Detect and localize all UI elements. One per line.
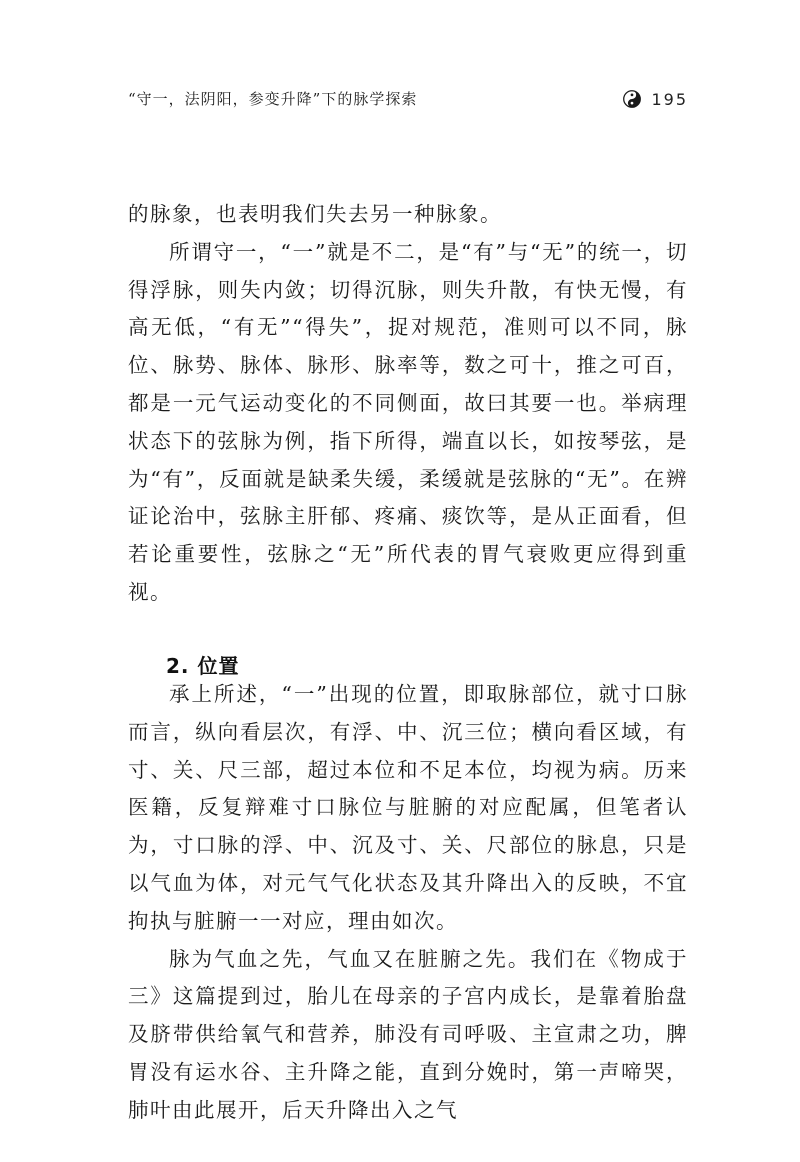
running-header bbox=[128, 86, 688, 112]
paragraph: 承上所述，“一”出现的位置，即取脉部位，就寸口脉而言，纵向看层次，有浮、中、沉三位；横向看区域，有寸、关、尺三部，超过本位和不足本位，均视为病。历来医籍，反复辩难寸口脉位与脏腑的对应配属，但笔者认为，寸口脉的浮、中、沉及寸、关、尺部位的脉息，只是以气血为体，对元气气化状态及其升降出入的反映，不宜拘执与脏腑一一对应，理由如次。 bbox=[128, 682, 688, 933]
paragraph: 所谓守一，“一”就是不二，是“有”与“无”的统一，切得浮脉，则失内敛；切得沉脉，则失升散，有快无慢，有高无低，“有无”“得失”，捉对规范，准则可以不同，脉位、脉势、脉体、脉形、脉率等，数之可十，推之可百，都是一元气运动变化的不同侧面，故曰其要一也。举病理状态下的弦脉为例，指下所得，端直以长，如按琴弦，是为“有”，反面就是缺柔失缓，柔缓就是弦脉的“无”。在辨证论治中，弦脉主肝郁、疼痛、痰饮等，是从正面看，但若论重要性，弦脉之“无”所代表的胃气衰败更应得到重视。 bbox=[128, 239, 688, 604]
paragraph: 脉为气血之先，气血又在脏腑之先。我们在《物成于三》这篇提到过，胎儿在母亲的子宫内成长，是靠着胎盘及脐带供给氧气和营养，肺没有司呼吸、主宣肃之功，脾胃没有运水谷、主升降之能，直到分娩时，第一声啼哭，肺叶由此展开，后天升降出入之气 bbox=[128, 946, 688, 1122]
section-heading: 2. 位置 bbox=[166, 653, 240, 678]
body-text-lower bbox=[128, 676, 688, 1130]
page-number: 195 bbox=[651, 89, 688, 109]
folio bbox=[623, 86, 688, 112]
paragraph-continued: 的脉象，也表明我们失去另一种脉象。 bbox=[128, 202, 502, 226]
body-text-upper bbox=[128, 196, 688, 612]
running-title: “守一，法阴阳，参变升降”下的脉学探索 bbox=[128, 90, 418, 108]
taiji-icon bbox=[623, 90, 641, 108]
